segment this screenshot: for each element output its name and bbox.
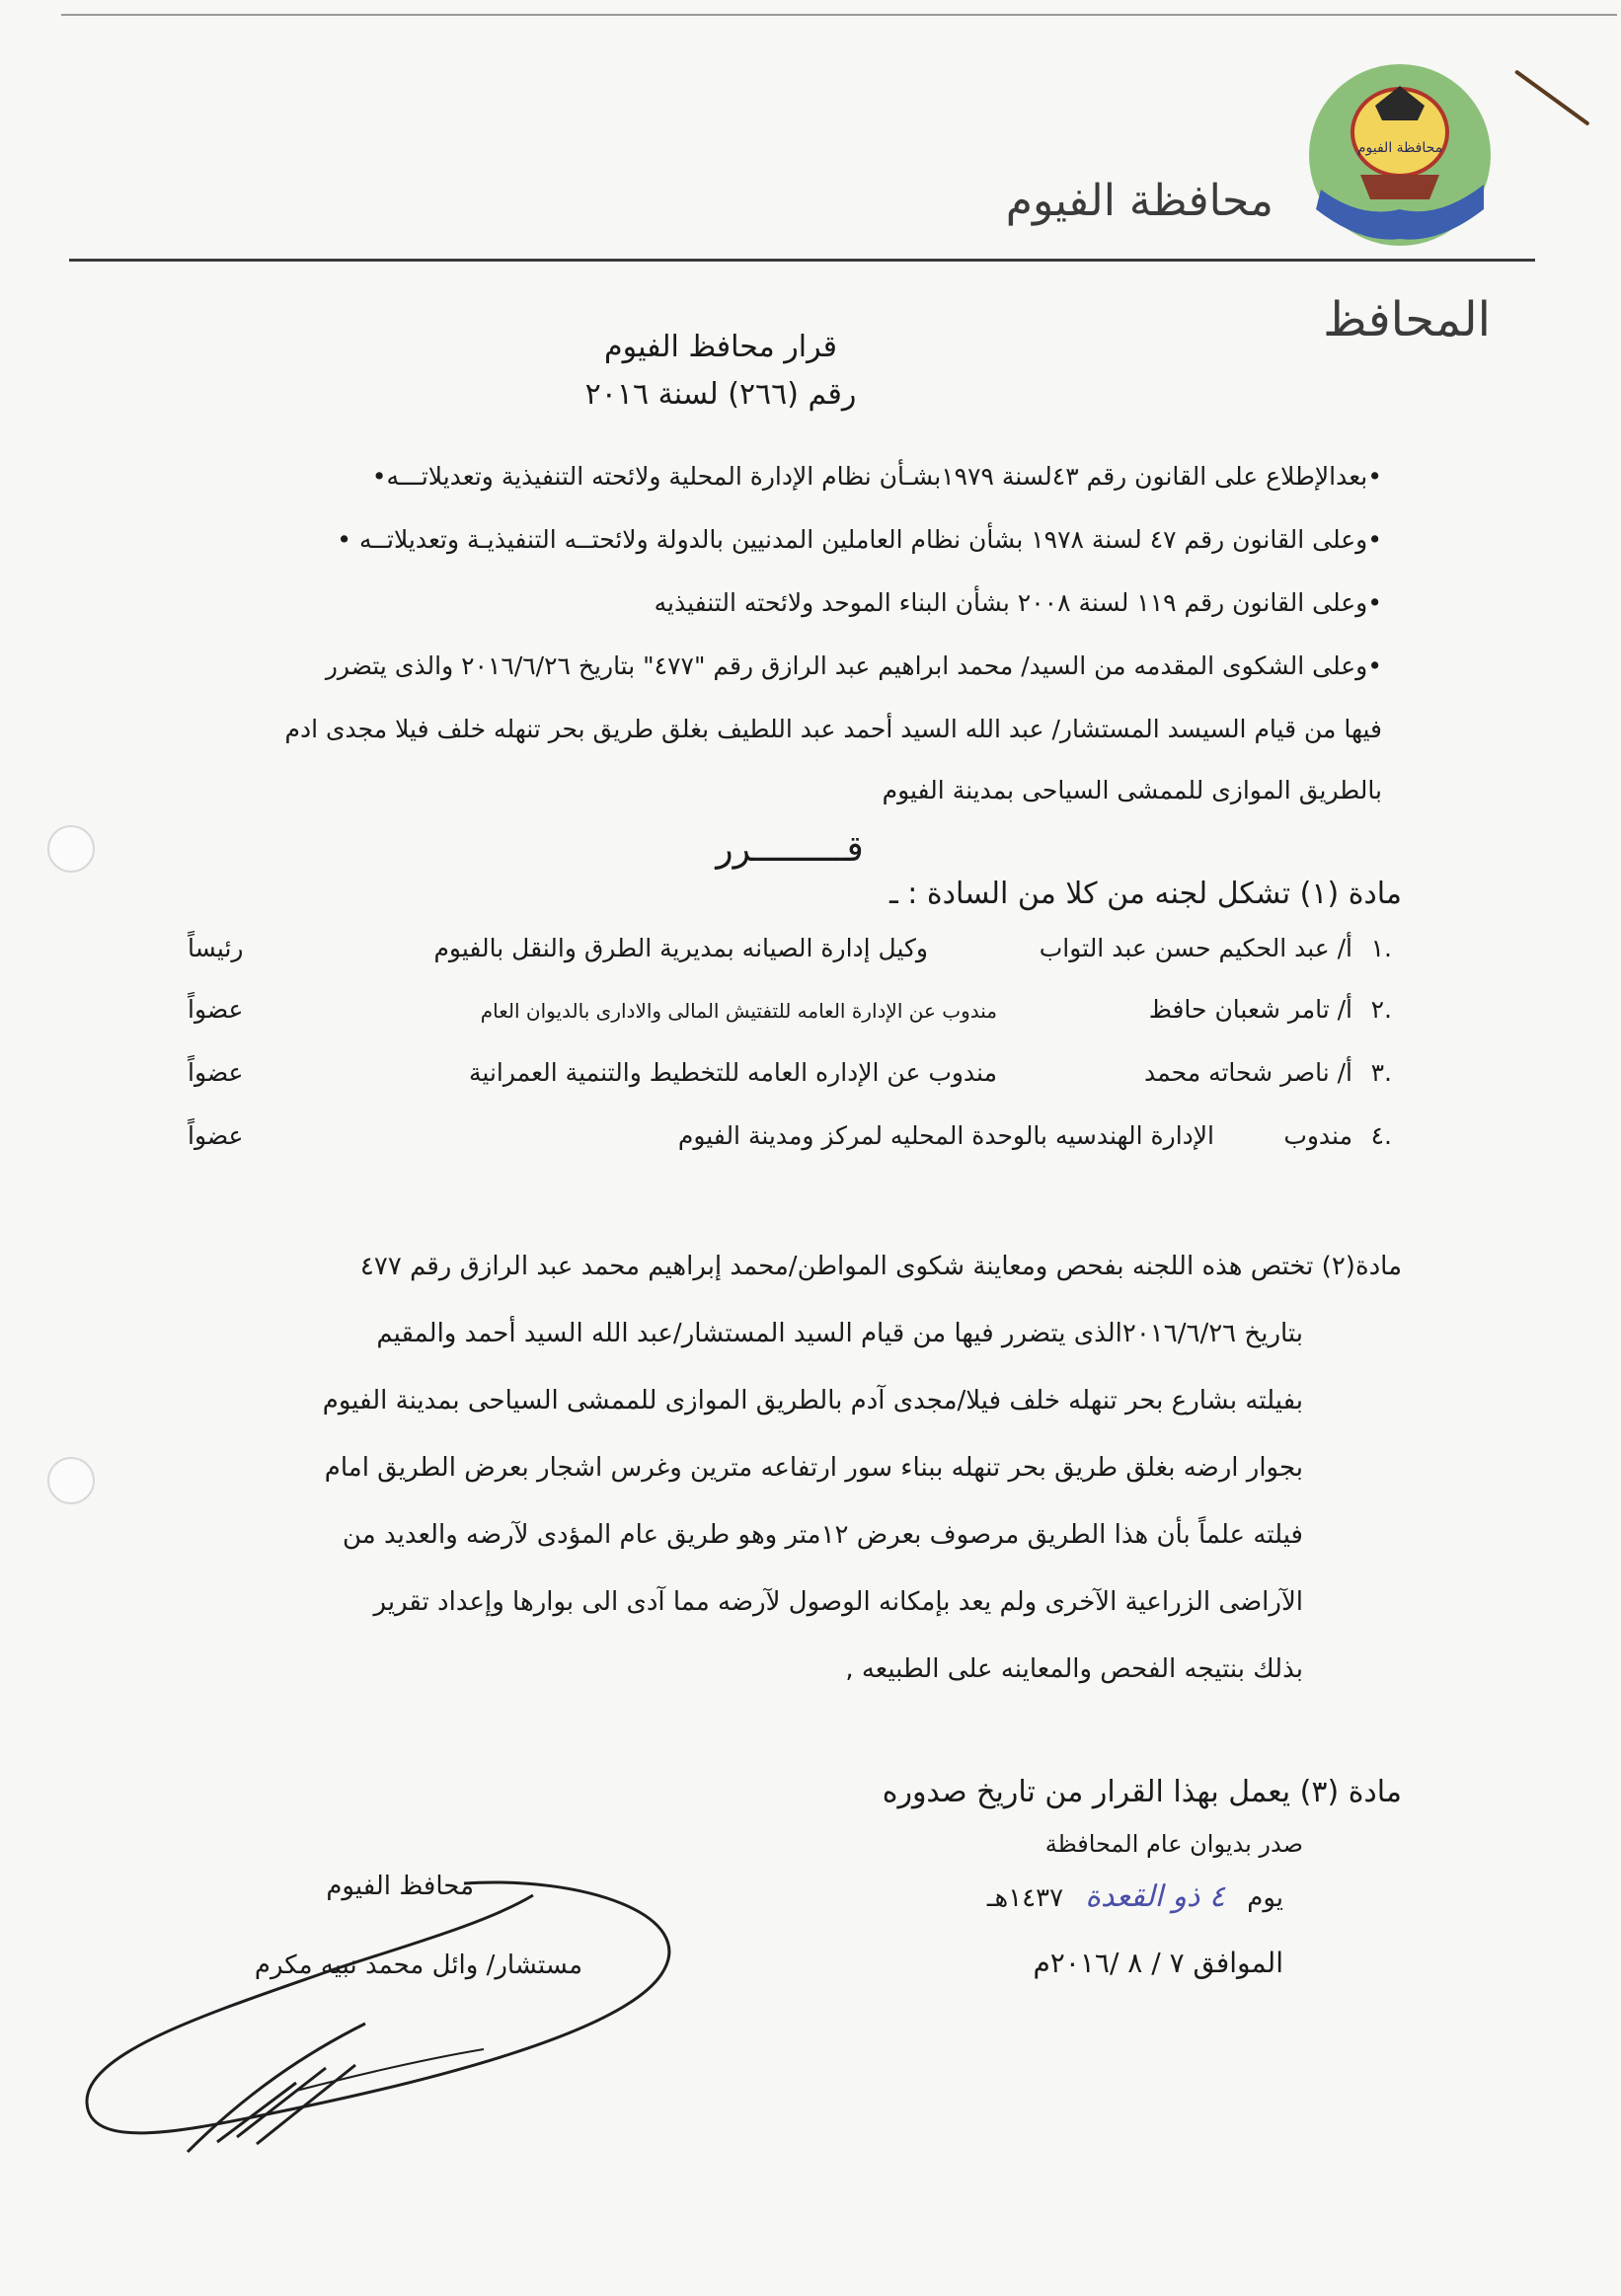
member-detail: الإدارة الهندسيه بالوحدة المحليه لمركز ومدينة الفيوم (677, 1121, 1214, 1150)
committee-member-row (178, 989, 1392, 1036)
header-divider (69, 259, 1535, 262)
preamble-line: •وعلى الشكوى المقدمه من السيد/ محمد ابراهيم عبد الرازق رقم "٤٧٧" بتاريخ ٢٠١٦/٦/٢٦ والذى يتضرر (325, 651, 1382, 680)
preamble-line: •وعلى القانون رقم ١١٩ لسنة ٢٠٠٨ بشأن البناء الموحد ولائحته التنفيذيه (654, 588, 1382, 617)
committee-member-row (178, 1052, 1392, 1100)
committee-member-row (178, 1115, 1392, 1163)
signature-name: مستشار/ وائل محمد نبيه مكرم (254, 1951, 582, 1980)
punch-hole-top (47, 825, 95, 873)
pen-stroke-mark (1514, 69, 1590, 125)
punch-hole-bottom (47, 1457, 95, 1504)
issued-place: صدر بديوان عام المحافظة (1044, 1830, 1303, 1858)
issued-hijri-handwritten: ٤ ذو القعدة (1085, 1879, 1225, 1914)
member-detail: مندوب عن الإدارة العامه للتفتيش المالى والادارى بالديوان العام (480, 999, 997, 1023)
article2-line: مادة(٢) تختص هذه اللجنه بفحص ومعاينة شكوى المواطن/محمد إبراهيم محمد عبد الرازق رقم ٤٧٧ (359, 1252, 1402, 1281)
preamble-line: بالطريق الموازى للممشى السياحى بمدينة الفيوم (882, 776, 1382, 804)
member-name: مندوب (1283, 1121, 1352, 1150)
article3: مادة (٣) يعمل بهذا القرار من تاريخ صدوره (882, 1775, 1402, 1809)
issued-hijri-date (869, 1879, 1283, 1923)
issued-gregorian-date: الموافق ٧ / ٨ /٢٠١٦م (1033, 1947, 1283, 1979)
handwritten-signature-icon (69, 1856, 701, 2172)
member-name: أ/ تامر شعبان حافظ (1148, 995, 1352, 1024)
member-role: رئيساً (188, 934, 244, 962)
article2-line: بفيلته بشارع بحر تنهله خلف فيلا/مجدى آدم بالطريق الموازى للممشى السياحى بمدينة الفيوم (322, 1386, 1303, 1416)
article2-line: فيلته علماً بأن هذا الطريق مرصوف بعرض ١٢متر وهو طريق عام المؤدى لآرضه والعديد من (343, 1520, 1303, 1550)
member-number: ٢. (1370, 995, 1392, 1024)
decision-number: رقم (٢٦٦) لسنة ٢٠١٦ (584, 377, 857, 412)
member-role: عضواً (188, 1121, 244, 1150)
member-detail: مندوب عن الإداره العامه للتخطيط والتنمية العمرانية (469, 1058, 997, 1087)
article2-line: بجوار ارضه بغلق طريق بحر تنهله ببناء سور ارتفاعه مترين وغرس اشجار بعرض الطريق امام (324, 1453, 1303, 1483)
member-number: ٣. (1370, 1058, 1392, 1087)
governorate-name: محافظة الفيوم (1005, 176, 1274, 226)
member-number: ١. (1370, 934, 1392, 962)
issued-hijri-year: ١٤٣٧هـ (986, 1883, 1064, 1913)
member-detail: وكيل إدارة الصيانه بمديرية الطرق والنقل بالفيوم (433, 934, 928, 962)
governor-title: المحافظ (1323, 292, 1491, 347)
preamble-line: •وعلى القانون رقم ٤٧ لسنة ١٩٧٨ بشأن نظام العاملين المدنيين بالدولة ولائحتــه التنفيذيـة وتعديلاتــه • (337, 525, 1382, 554)
committee-member-row (178, 928, 1392, 975)
issued-day-label: يوم (1247, 1883, 1283, 1913)
logo-text: محافظة الفيوم (1356, 140, 1443, 156)
governorate-logo-icon (1301, 61, 1499, 249)
member-number: ٤. (1370, 1121, 1392, 1150)
decision-title: قرار محافظ الفيوم (604, 330, 837, 364)
top-border-line (61, 14, 1617, 16)
article2-line: بذلك بنتيجه الفحص والمعاينه على الطبيعه , (845, 1654, 1303, 1684)
resolve-heading: قـــــــــرر (716, 829, 864, 870)
article2-line: بتاريخ ٢٠١٦/٦/٢٦الذى يتضرر فيها من قيام السيد المستشار/عبد الله السيد أحمد والمقيم (376, 1319, 1303, 1348)
article1-intro: مادة (١) تشكل لجنه من كلا من السادة : ـ (888, 877, 1402, 911)
signature-title: محافظ الفيوم (326, 1872, 474, 1901)
preamble-line: فيها من قيام السيسد المستشار/ عبد الله السيد أحمد عبد اللطيف بغلق طريق بحر تنهله خلف فيلا مجدى ادم (284, 715, 1382, 743)
preamble-line: •بعدالإطلاع على القانون رقم ٤٣لسنة ١٩٧٩بشـأن نظام الإدارة المحلية ولائحته التنفيذية وتعديلاتـــه• (371, 462, 1382, 491)
member-role: عضواً (188, 1058, 244, 1087)
member-name: أ/ عبد الحكيم حسن عبد التواب (1039, 934, 1352, 962)
member-name: أ/ ناصر شحاته محمد (1144, 1058, 1352, 1087)
article2-line: الآراضى الزراعية الآخرى ولم يعد بإمكانه الوصول لآرضه مما آدى الى بوارها وإعداد تقرير (373, 1587, 1303, 1617)
member-role: عضواً (188, 995, 244, 1024)
